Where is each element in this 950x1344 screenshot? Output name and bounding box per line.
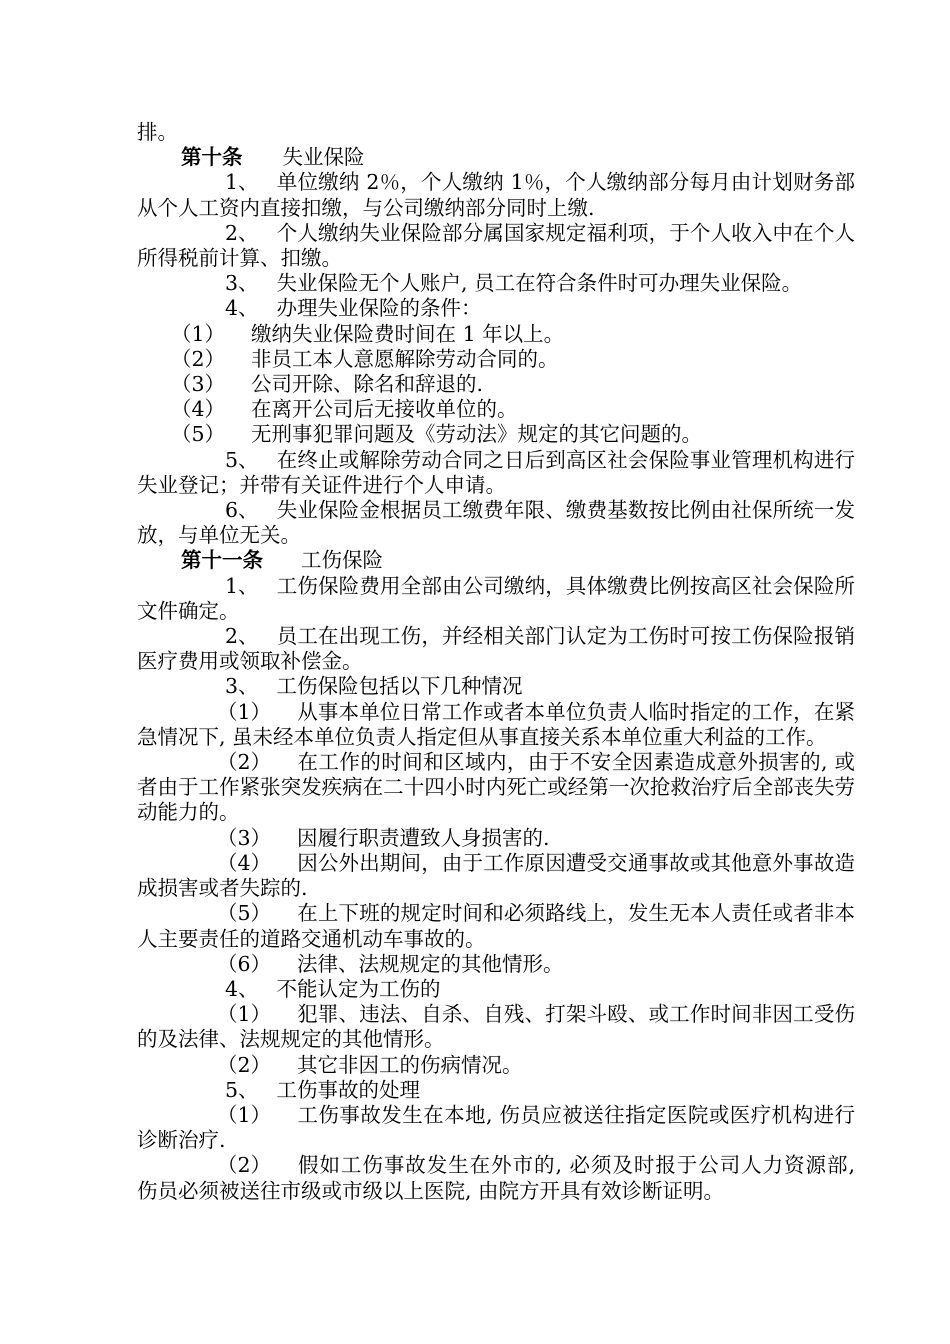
sub-item: （4） 在离开公司后无接收单位的。 bbox=[171, 397, 518, 422]
sub-item: （1） 缴纳失业保险费时间在 1 年以上。 bbox=[171, 321, 565, 346]
sub-item: （2） 非员工本人意愿解除劳动合同的。 bbox=[171, 346, 559, 371]
sub-item: （6） 法律、法规规定的其他情形。 bbox=[217, 951, 564, 976]
article-10-heading bbox=[137, 145, 855, 170]
list-item: 1、 单位缴纳 2％，个人缴纳 1％，个人缴纳部分每月由计划财务部从个人工资内直接扣缴，与公司缴纳部分同时上缴. bbox=[137, 170, 855, 220]
list-item: 1、 工伤保险费用全部由公司缴纳，具体缴费比例按高区社会保险所文件确定。 bbox=[137, 573, 855, 623]
article-number: 第十条 bbox=[181, 145, 243, 170]
document-page bbox=[137, 120, 855, 1204]
sub-item: （2） 在工作的时间和区域内，由于不安全因素造成意外损害的, 或者由于工作紧张突发疾病在二十四小时内死亡或经第一次抢救治疗后全部丧失劳动能力的。 bbox=[137, 750, 855, 825]
sub-item: （3） 因履行职责遭致人身损害的. bbox=[217, 825, 550, 850]
article-title: 工伤保险 bbox=[301, 548, 383, 573]
list-item: 6、 失业保险金根据员工缴费年限、缴费基数按比例由社保所统一发放，与单位无关。 bbox=[137, 498, 855, 548]
list-item: 2、 员工在出现工伤，并经相关部门认定为工伤时可按工伤保险报销医疗费用或领取补偿金。 bbox=[137, 624, 855, 674]
sub-item: （1） 从事本单位日常工作或者本单位负责人临时指定的工作，在紧急情况下, 虽未经本单位负责人指定但从事直接关系本单位重大利益的工作。 bbox=[137, 699, 855, 749]
sub-item: （5） 在上下班的规定时间和必须路线上，发生无本人责任或者非本人主要责任的道路交通机动车事故的。 bbox=[137, 901, 855, 951]
list-item: 3、 工伤保险包括以下几种情况 bbox=[225, 674, 523, 699]
article-title: 失业保险 bbox=[282, 145, 365, 170]
sub-item: （2） 其它非因工的伤病情况。 bbox=[217, 1052, 523, 1077]
list-item: 4、 办理失业保险的条件： bbox=[225, 296, 482, 321]
sub-item: （3） 公司开除、除名和辞退的. bbox=[171, 372, 484, 397]
article-number: 第十一条 bbox=[181, 548, 263, 573]
paragraph-continuation: 排。 bbox=[137, 120, 178, 144]
sub-item: （2） 假如工伤事故发生在外市的, 必须及时报于公司人力资源部, 伤员必须被送往市级或市级以上医院, 由院方开具有效诊断证明。 bbox=[137, 1153, 855, 1203]
sub-item: （1） 犯罪、违法、自杀、自残、打架斗殴、或工作时间非因工受伤的及法律、法规规定的其他情形。 bbox=[137, 1002, 855, 1052]
list-item: 4、 不能认定为工伤的 bbox=[225, 976, 441, 1001]
sub-item: （5） 无刑事犯罪问题及《劳动法》规定的其它问题的。 bbox=[171, 422, 703, 447]
list-item: 5、 在终止或解除劳动合同之日后到高区社会保险事业管理机构进行失业登记；并带有关证件进行个人申请。 bbox=[137, 447, 855, 497]
sub-item: （4） 因公外出期间，由于工作原因遭受交通事故或其他意外事故造成损害或者失踪的. bbox=[137, 850, 855, 901]
list-item: 3、 失业保险无个人账户, 员工在符合条件时可办理失业保险。 bbox=[225, 271, 803, 296]
article-11-heading bbox=[137, 548, 855, 573]
sub-item: （1） 工伤事故发生在本地, 伤员应被送往指定医院或医疗机构进行诊断治疗. bbox=[137, 1102, 855, 1153]
list-item: 5、 工伤事故的处理 bbox=[225, 1077, 421, 1102]
list-item: 2、 个人缴纳失业保险部分属国家规定福利项，于个人收入中在个人所得税前计算、扣缴。 bbox=[137, 220, 855, 271]
